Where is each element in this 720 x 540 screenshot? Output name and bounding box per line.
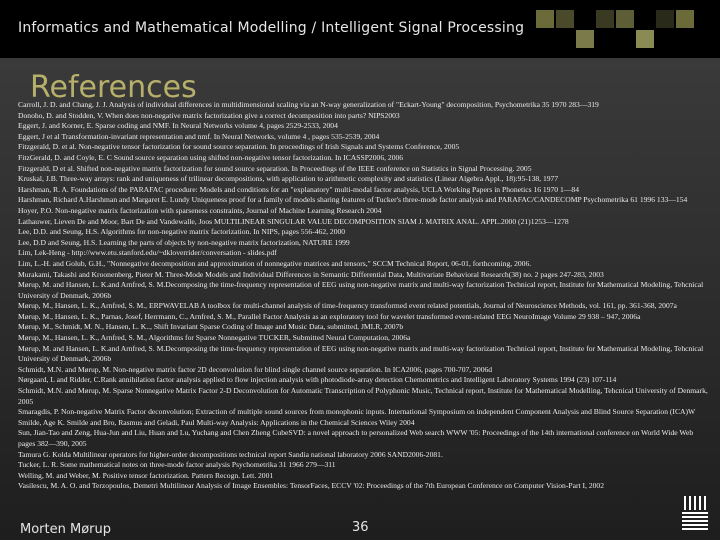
footer-author: Morten Mørup: [20, 522, 111, 537]
reference-item: Harshman, Richard A.Harshman and Margaret E. Lundy Uniqueness proof for a family of models sharing features of Tucker's three-mode factor analysis and PARAFAC/CANDECOMP Psychometrika 61 1996 133—154: [18, 195, 688, 205]
section-title: References: [30, 70, 197, 105]
reference-item: Donoho, D. and Stodden, V. When does non-negative matrix factorization give a correct decomposition into parts? NIPS2003: [18, 110, 400, 120]
reference-item: Sun, Jian-Tao and Zeng, Hua-Jun and Liu, Huan and Lu, Yuchang and Chen Zheng CubeSVD: a novel approach to personalized Web search WWW '05: Proceedings of the 14th international conference on World Wide Web pages 382—390, 2005: [18, 428, 694, 448]
reference-item: Tucker, L. R. Some mathematical notes on three-mode factor analysis Psychometrika 31 1966 279—311: [18, 460, 336, 470]
reference-item: Lee, D.D and Seung, H.S. Learning the parts of objects by non-negative matrix factorization, NATURE 1999: [18, 237, 350, 247]
dtu-logo-icon: [678, 494, 710, 536]
reference-item: Mørup, M. and Hansen, L. K.and Arnfred, S. M.Decomposing the time-frequency representation of EEG using non-negative matrix and multi-way factorization Technical report, Institute for Mathematical Modeling, Tehcnical University of Denmark, 2006b: [18, 343, 704, 364]
header-bar: [0, 0, 720, 58]
reference-item: Nørgaard, L and Ridder, C.Rank annihilation factor analysis applied to flow injection analysis with photodiode-array detection Chemometrics and Intelligent Laboratory Systems 1994 (23) 107-114: [18, 375, 617, 385]
reference-item: Mørup, M., Hansen, L. K., Arnfred, S. M., Algorithms for Sparse Nonnegative TUCKER, Submitted Neural Computation, 2006a: [18, 333, 411, 343]
header-square: [616, 10, 634, 28]
reference-item: Eggert, J. and Korner, E. Sparse coding and NMF. In Neural Networks volume 4, pages 2529-2533, 2004: [18, 121, 338, 131]
reference-item: Kruskal, J.B. Three-way arrays: rank and uniqueness of trilinear decompositions, with application to arithmetic complexity and statistics (Linear Algebra Appl., 18):95-138, 1977: [18, 174, 559, 184]
reference-item: Schmidt, M.N. and Mørup, M. Non-negative matrix factor 2D deconvolution for blind single channel source separation. In ICA2006, pages 700-707, 2006d: [18, 364, 493, 374]
header-square: [536, 10, 554, 28]
reference-item: Harshman, R. A. Foundations of the PARAFAC procedure: Models and conditions for an "explanatory" multi-modal factor analysis, UCLA Working Papers in Phonetics 16 1970 1—84: [18, 184, 579, 194]
header-square: [656, 10, 674, 28]
header-square: [636, 30, 654, 48]
reference-item: Hoyer, P.O. Non-negative matrix factorization with sparseness constraints, Journal of Machine Learning Research 2004: [18, 205, 382, 215]
reference-list: [18, 100, 708, 512]
header-decorative-squares: [516, 10, 716, 50]
reference-item: Mørup, M., Hansen, L. K., Parnas, Josef, Herrmann, C., Arnfred, S. M., Parallel Factor Analysis as an exploratory tool for wavelet transformed event-related EEG NeuroImage Volume 29 938 – 947, 2006a: [18, 311, 641, 321]
header-square: [556, 10, 574, 28]
header-square: [676, 10, 694, 28]
reference-item: Mørup, M. and Hansen, L. K.and Arnfred, S. M.Decomposing the time-frequency representation of EEG using non-negative matrix and multi-way factorization Technical report, Institute for Mathematical Modeling, Tehcnical University of Denmark, 2006b: [18, 280, 704, 300]
reference-item: FitzGerald, D. and Coyle, E. C Sound source separation using shifted non-negative tensor factorization. In ICASSP2006, 2006: [18, 152, 404, 162]
reference-item: Mørup, M., Schmidt, M. N., Hansen, L. K.., Shift Invariant Sparse Coding of Image and Music Data, submitted, JMLR, 2007b: [18, 322, 404, 332]
reference-item: Murakami, Takashi and Kroonenberg, Pieter M. Three-Mode Models and Individual Differences in Semantic Differential Data, Multivariate Behavioral Research(38) no. 2 pages 247-283, 2003: [18, 269, 604, 279]
reference-item: Vasilescu, M. A. O. and Terzopoulos, Demetri Multilinear Analysis of Image Ensembles: TensorFaces, ECCV '02: Proceedings of the 7th European Conference on Computer Vision-Part I, 2002: [18, 481, 605, 491]
reference-item: Welling, M. and Weber, M. Positive tensor factorization. Pattern Recogn. Lett. 2001: [18, 470, 274, 480]
reference-item: Tamura G. Kolda Multilinear operators for higher-order decompositions technical report Sandia national laboratory 2006 SAND2006-2081.: [18, 449, 443, 459]
reference-item: Smilde, Age K. Smilde and Bro, Rasmus and Geladi, Paul Multi-way Analysis: Applications in the Chemical Sciences Wiley 2004: [18, 417, 415, 427]
header-title: Informatics and Mathematical Modelling / Intelligent Signal Processing: [18, 20, 525, 36]
reference-item: Smaragdis, P. Non-negative Matrix Factor deconvolution; Extraction of multiple sound sources from monophonic inputs. International Symposium on independent Component Analysis and Blind Source Separation (ICA)W: [18, 407, 696, 417]
header-square: [596, 10, 614, 28]
reference-item: Lim, L.-H. and Golub, G.H., "Nonnegative decomposition and approximation of nonnegative matrices and tensors," SCCM Technical Report, 06-01, forthcoming, 2006.: [18, 258, 532, 268]
reference-item: Schmidt, M.N. and Mørup, M. Sparse Nonnegative Matrix Factor 2-D Deconvolution for Automatic Transcription of Polyphonic Music, Technical report, Institute for Mathematical Modelling, Tehcnical University of Denmark, 2005: [18, 386, 708, 406]
reference-item: Lathauwer, Lieven De and Moor, Bart De and Vandewalle, Joos MULTILINEAR SINGULAR VALUE DECOMPOSITION SIAM J. MATRIX ANAL. APPL.2000 (21)1253—1278: [18, 216, 569, 226]
header-square: [576, 30, 594, 48]
page-number: 36: [352, 520, 369, 535]
reference-item: Lee, D.D. and Seung, H.S. Algorithms for non-negative matrix factorization. In NIPS, pages 556-462, 2000: [18, 227, 346, 237]
reference-item: Lim, Lek-Heng - http://www.etu.stanford.edu/~dkloverrider/conversation - slides.pdf: [18, 248, 277, 258]
reference-item: Fitzgerald, D et al. Shifted non-negative matrix factorization for sound source separation. In Proceedings of the IEEE conference on Statistics in Signal Processing. 2005: [18, 163, 532, 173]
reference-item: Fitzgerald, D. et al. Non-negative tensor factorization for sound source separation. In proceedings of Irish Signals and Systems Conference, 2005: [18, 142, 460, 152]
reference-item: Carroll, J. D. and Chang, J. J. Analysis of individual differences in multidimensional scaling via an N-way generalization of "Eckart-Young" decomposition, Psychometrika 35 1970 283—319: [18, 100, 599, 109]
reference-item: Mørup, M., Hansen, L. K., Arnfred, S. M., ERPWAVELAB A toolbox for multi-channel analysis of time-frequency transformed event related potentials, Journal of Neuroscience Methods, vol. 161, pp. 361-368, 2007a: [18, 301, 677, 311]
reference-item: Eggert, J et al Transformation-invariant representation and nmf. In Neural Networks, volume 4 , pages 535-2539, 2004: [18, 131, 380, 141]
